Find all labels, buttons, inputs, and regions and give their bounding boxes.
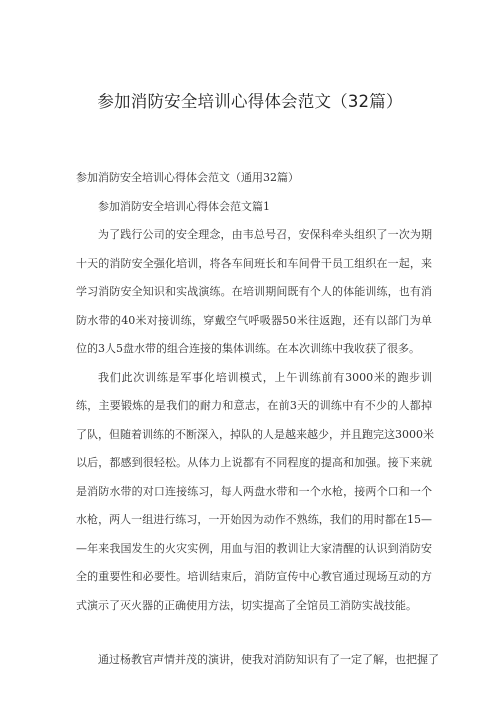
paragraph-line: —年来我国发生的火灾实例，用血与泪的教训让大家清醒的认识到消防安 [76, 541, 432, 555]
paragraph-line: 位的3人5盘水带的组合连接的集体训练。在本次训练中我收获了很多。 [76, 342, 420, 355]
paragraph-line: 通过杨教官声情并茂的演讲，使我对消防知识有了一定了解，也把握了 [98, 653, 439, 666]
paragraph-2 [76, 368, 432, 625]
section-heading: 参加消防安全培训心得体会范文篇1 [98, 199, 270, 213]
paragraph-line: 十天的消防安全强化培训，将各车间班长和车间骨干员工组织在一起，来 [76, 256, 432, 270]
paragraph-3 [76, 650, 439, 679]
paragraph-line: 以后，都感到很轻松。从体力上说都有不同程度的提高和加强。接下来就 [76, 456, 432, 469]
paragraph-line: 我们此次训练是军事化培训模式，上午训练前有3000米的跑步训 [98, 370, 432, 384]
paragraph-1 [76, 225, 432, 368]
paragraph-line: 是消防水带的对口连接练习，每人两盘水带和一个水枪，接两个口和一个 [76, 484, 432, 498]
paragraph-line: 练，主要锻炼的是我们的耐力和意志，在前3天的训练中有不少的人都掉 [76, 399, 432, 412]
document-body [76, 168, 439, 679]
paragraph-line: 学习消防安全知识和实战演练。在培训期间既有个人的体能训练，也有消 [76, 285, 432, 298]
paragraph-line: 式演示了灭火器的正确使用方法，切实提高了全馆员工消防实战技能。 [76, 598, 417, 612]
document-subtitle: 参加消防安全培训心得体会范文（通用32篇） [76, 171, 299, 184]
paragraph-line: 防水带的40米对接训练，穿戴空气呼吸器50米往返跑，还有以部门为单 [76, 313, 432, 327]
paragraph-line: 水枪，两人一组进行练习，一开始因为动作不熟练，我们的用时都在15— [76, 513, 432, 526]
paragraph-line: 全的重要性和必要性。培训结束后，消防宣传中心教官通过现场互动的方 [76, 570, 432, 583]
paragraph-gap [76, 624, 432, 650]
paragraph-line: 了队，但随着训练的不断深入，掉队的人是越来越少，并且跑完这3000米 [76, 427, 434, 441]
document-title: 参加消防安全培训心得体会范文（32篇） [97, 92, 403, 111]
paragraph-line: 为了践行公司的安全理念，由韦总号召，安保科牵头组织了一次为期 [98, 228, 432, 241]
